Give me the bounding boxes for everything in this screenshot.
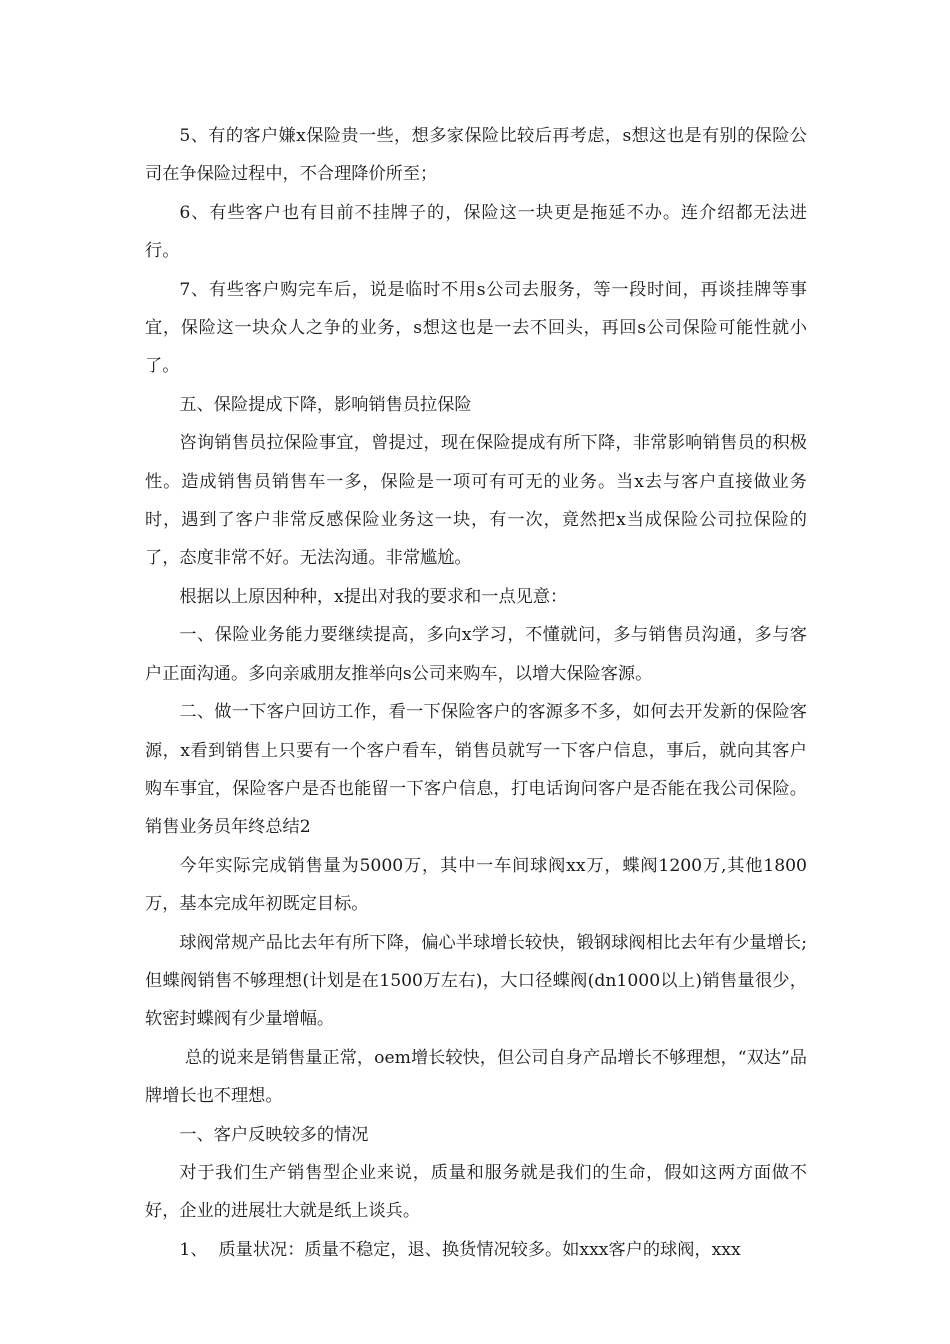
paragraph-quality-service: 对于我们生产销售型企业来说，质量和服务就是我们的生命，假如这两方面做不好，企业的进展壮大就是纸上谈兵。 — [145, 1162, 807, 1222]
paragraph-complaint-temporary: 7、有些客户购完车后，说是临时不用s公司去服务，等一段时间，再谈挂牌等事宜，保险这一块众人之争的业务，s想这也是一去不回头，再回s公司保险可能性就小了。 — [145, 279, 807, 377]
paragraph-suggestion-two: 二、做一下客户回访工作，看一下保险客户的客源多不多，如何去开发新的保险客源，x看到销售上只要有一个客户看车，销售员就写一下客户信息，事后，就向其客户购车事宜，保险客户是否也能留一下客户信息，打电话询问客户是否能在我公司保险。销售业务员年终总结2 — [145, 702, 807, 838]
paragraph-suggestion-one: 一、保险业务能力要继续提高，多向x学习，不懂就问，多与销售员沟通，多与客户正面沟通。多向亲戚朋友推举向s公司来购车，以增大保险客源。 — [145, 625, 807, 684]
paragraph-sales-volume: 今年实际完成销售量为5000万，其中一车间球阀xx万，蝶阀1200万,其他1800万，基本完成年初既定目标。 — [145, 855, 807, 915]
paragraph-quality-status: 1、 质量状况：质量不稳定，退、换货情况较多。如xxx客户的球阀，xxx — [179, 1239, 741, 1260]
paragraph-product-trends: 球阀常规产品比去年有所下降，偏心半球增长较快，锻钢球阀相比去年有少量增长;但蝶阀销售不够理想(计划是在1500万左右)，大口径蝶阀(dn1000以上)销售量很少，软密封蝶阀有少量增幅。 — [145, 932, 807, 1030]
paragraph-complaint-price: 5、有的客户嫌x保险贵一些，想多家保险比较后再考虑，s想这也是有别的保险公司在争保险过程中，不合理降价所至； — [145, 126, 807, 185]
paragraph-suggestions-intro: 根据以上原因种种，x提出对我的要求和一点见意： — [179, 586, 568, 607]
document-body — [145, 117, 807, 1269]
section-heading-commission-drop: 五、保险提成下降，影响销售员拉保险 — [179, 394, 472, 415]
paragraph-overall-summary: 总的说来是销售量正常，oem增长较快，但公司自身产品增长不够理想，“双达”品牌增长也不理想。 — [145, 1047, 807, 1107]
paragraph-complaint-no-plate: 6、有些客户也有目前不挂牌子的，保险这一块更是拖延不办。连介绍都无法进行。 — [145, 202, 807, 262]
paragraph-commission-detail: 咨询销售员拉保险事宜，曾提过，现在保险提成有所下降，非常影响销售员的积极性。造成销售员销售车一多，保险是一项可有可无的业务。当x去与客户直接做业务时，遇到了客户非常反感保险业务这一块，有一次，竟然把x当成保险公司拉保险的了，态度非常不好。无法沟通。非常尴尬。 — [145, 433, 807, 569]
section-heading-customer-feedback: 一、客户反映较多的情况 — [179, 1124, 369, 1145]
